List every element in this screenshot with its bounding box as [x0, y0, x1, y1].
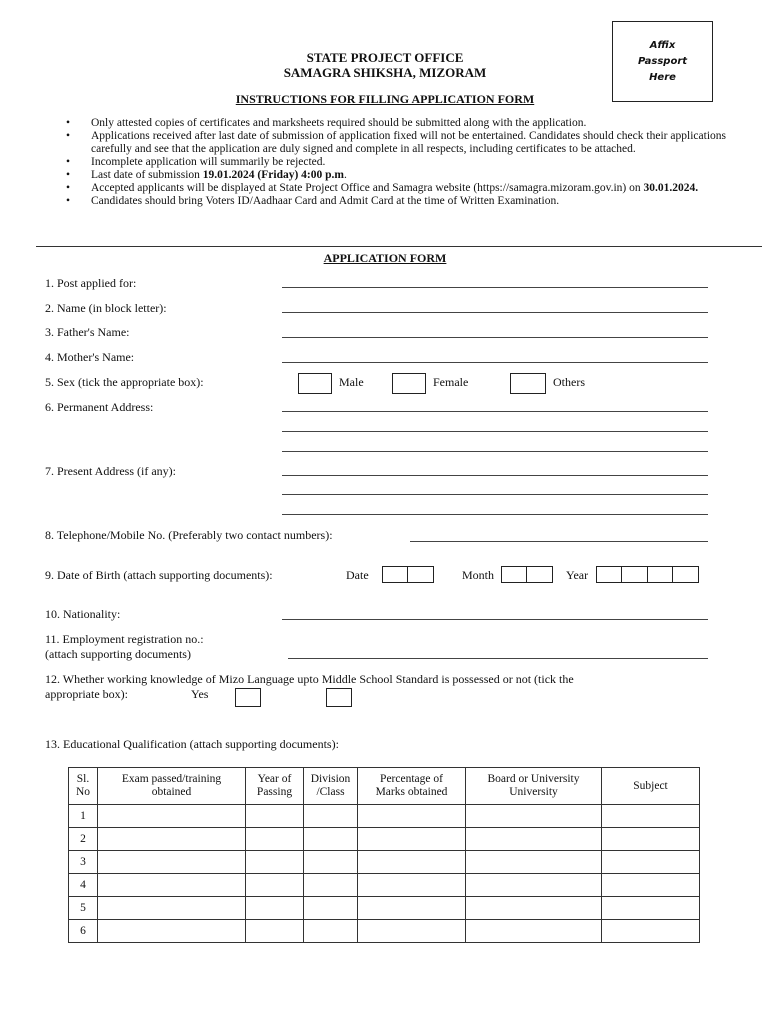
cell[interactable]	[602, 897, 700, 920]
dob-date-digit-1[interactable]	[382, 566, 408, 583]
others-checkbox[interactable]	[510, 373, 546, 394]
dob-date-digit-2[interactable]	[407, 566, 434, 583]
cell[interactable]	[98, 897, 246, 920]
table-row	[69, 874, 700, 897]
cell[interactable]	[304, 851, 358, 874]
dob-year-digit-4[interactable]	[672, 566, 699, 583]
cell[interactable]	[246, 897, 304, 920]
col-exam: Exam passed/training obtained	[98, 768, 246, 805]
dob-month-digit-2[interactable]	[526, 566, 553, 583]
dob-date-label: Date	[346, 568, 369, 582]
dob-label: 9. Date of Birth (attach supporting documents):	[45, 568, 273, 582]
name-input-line[interactable]	[282, 312, 708, 313]
cell[interactable]	[304, 805, 358, 828]
present-address-line-1[interactable]	[282, 475, 708, 476]
permanent-address-line-1[interactable]	[282, 411, 708, 412]
table-row	[69, 805, 700, 828]
table-row	[69, 851, 700, 874]
others-label: Others	[553, 375, 585, 389]
table-header-row	[69, 768, 700, 805]
mizo-language-label: 12. Whether working knowledge of Mizo Language upto Middle School Standard is possessed or not (tick the	[45, 672, 574, 686]
cell[interactable]	[98, 920, 246, 943]
cell[interactable]	[98, 828, 246, 851]
instruction-item: • Last date of submission 19.01.2024 (Friday) 4:00 p.m.	[66, 169, 726, 182]
cell[interactable]	[98, 851, 246, 874]
cell[interactable]	[358, 920, 466, 943]
cell[interactable]	[602, 851, 700, 874]
permanent-address-line-3[interactable]	[282, 451, 708, 452]
divider	[36, 246, 762, 247]
col-sl-no: Sl. No	[69, 768, 98, 805]
row-number: 5	[69, 897, 98, 920]
cell[interactable]	[246, 851, 304, 874]
cell[interactable]	[466, 805, 602, 828]
row-number: 1	[69, 805, 98, 828]
employment-reg-note: (attach supporting documents)	[45, 647, 191, 661]
row-number: 2	[69, 828, 98, 851]
dob-year-digit-2[interactable]	[621, 566, 648, 583]
father-name-input-line[interactable]	[282, 337, 708, 338]
instruction-item: • Incomplete application will summarily be rejected.	[66, 156, 726, 169]
education-table	[68, 767, 700, 943]
cell[interactable]	[246, 828, 304, 851]
name-label: 2. Name (in block letter):	[45, 301, 167, 315]
cell[interactable]	[358, 805, 466, 828]
col-year: Year of Passing	[246, 768, 304, 805]
mother-name-input-line[interactable]	[282, 362, 708, 363]
col-percentage: Percentage of Marks obtained	[358, 768, 466, 805]
cell[interactable]	[466, 851, 602, 874]
cell[interactable]	[466, 920, 602, 943]
female-checkbox[interactable]	[392, 373, 426, 394]
cell[interactable]	[358, 851, 466, 874]
cell[interactable]	[98, 805, 246, 828]
cell[interactable]	[602, 828, 700, 851]
nationality-input-line[interactable]	[282, 619, 708, 620]
present-address-line-2[interactable]	[282, 494, 708, 495]
office-org: SAMAGRA SHIKSHA, MIZORAM	[283, 65, 487, 80]
mizo-no-checkbox[interactable]	[326, 688, 352, 707]
father-name-label: 3. Father's Name:	[45, 325, 130, 339]
photo-line-1: Affix	[649, 40, 676, 51]
row-number: 3	[69, 851, 98, 874]
mizo-yes-checkbox[interactable]	[235, 688, 261, 707]
cell[interactable]	[246, 805, 304, 828]
cell[interactable]	[466, 897, 602, 920]
nationality-label: 10. Nationality:	[45, 607, 121, 621]
office-name: STATE PROJECT OFFICE	[306, 50, 464, 65]
male-checkbox[interactable]	[298, 373, 332, 394]
cell[interactable]	[358, 897, 466, 920]
col-board: Board or University University	[466, 768, 602, 805]
table-row	[69, 897, 700, 920]
cell[interactable]	[602, 805, 700, 828]
post-label: 1. Post applied for:	[45, 276, 137, 290]
cell[interactable]	[304, 874, 358, 897]
education-label: 13. Educational Qualification (attach supporting documents):	[45, 737, 339, 751]
permanent-address-line-2[interactable]	[282, 431, 708, 432]
cell[interactable]	[304, 897, 358, 920]
cell[interactable]	[246, 920, 304, 943]
instructions-title: INSTRUCTIONS FOR FILLING APPLICATION FORM	[235, 92, 535, 106]
cell[interactable]	[358, 828, 466, 851]
present-address-line-3[interactable]	[282, 514, 708, 515]
cell[interactable]	[602, 920, 700, 943]
col-subject: Subject	[602, 768, 700, 805]
telephone-input-line[interactable]	[410, 541, 708, 542]
telephone-label: 8. Telephone/Mobile No. (Preferably two contact numbers):	[45, 528, 333, 542]
instructions-list	[66, 117, 726, 208]
row-number: 4	[69, 874, 98, 897]
photo-line-2: Passport	[637, 56, 688, 67]
cell[interactable]	[466, 828, 602, 851]
instruction-item: • Applications received after last date of submission of application fixed will not be entertained. Candidates should check their applications carefully and see that the application are duly signed and complete in all respects, including certificates to be attached.	[66, 130, 726, 156]
sex-label: 5. Sex (tick the appropriate box):	[45, 375, 204, 389]
instruction-item: • Only attested copies of certificates and marksheets required should be submitted along with the application.	[66, 117, 726, 130]
cell[interactable]	[602, 874, 700, 897]
table-row	[69, 828, 700, 851]
mother-name-label: 4. Mother's Name:	[45, 350, 135, 364]
col-division: Division /Class	[304, 768, 358, 805]
cell[interactable]	[98, 874, 246, 897]
dob-month-digit-1[interactable]	[501, 566, 527, 583]
present-address-label: 7. Present Address (if any):	[45, 464, 176, 478]
post-input-line[interactable]	[282, 287, 708, 288]
female-label: Female	[433, 375, 469, 389]
cell[interactable]	[304, 920, 358, 943]
cell[interactable]	[466, 874, 602, 897]
table-row	[69, 920, 700, 943]
cell[interactable]	[358, 874, 466, 897]
application-form-title: APPLICATION FORM	[323, 251, 447, 265]
dob-year-digit-3[interactable]	[647, 566, 673, 583]
employment-reg-label: 11. Employment registration no.:	[45, 632, 204, 646]
dob-year-label: Year	[566, 568, 589, 582]
employment-reg-input-line[interactable]	[288, 658, 708, 659]
permanent-address-label: 6. Permanent Address:	[45, 400, 154, 414]
dob-month-label: Month	[462, 568, 495, 582]
photo-line-3: Here	[649, 72, 676, 83]
mizo-language-label-cont: appropriate box):	[45, 687, 128, 701]
mizo-yes-label: Yes	[191, 687, 209, 701]
row-number: 6	[69, 920, 98, 943]
dob-year-digit-1[interactable]	[596, 566, 622, 583]
male-label: Male	[339, 375, 364, 389]
instruction-item: • Candidates should bring Voters ID/Aadhaar Card and Admit Card at the time of Written Examination.	[66, 195, 726, 208]
cell[interactable]	[304, 828, 358, 851]
instruction-item: • Accepted applicants will be displayed at State Project Office and Samagra website (https://samagra.mizoram.gov.in) on 30.01.2024.	[66, 182, 726, 195]
cell[interactable]	[246, 874, 304, 897]
passport-photo-box	[612, 21, 713, 102]
